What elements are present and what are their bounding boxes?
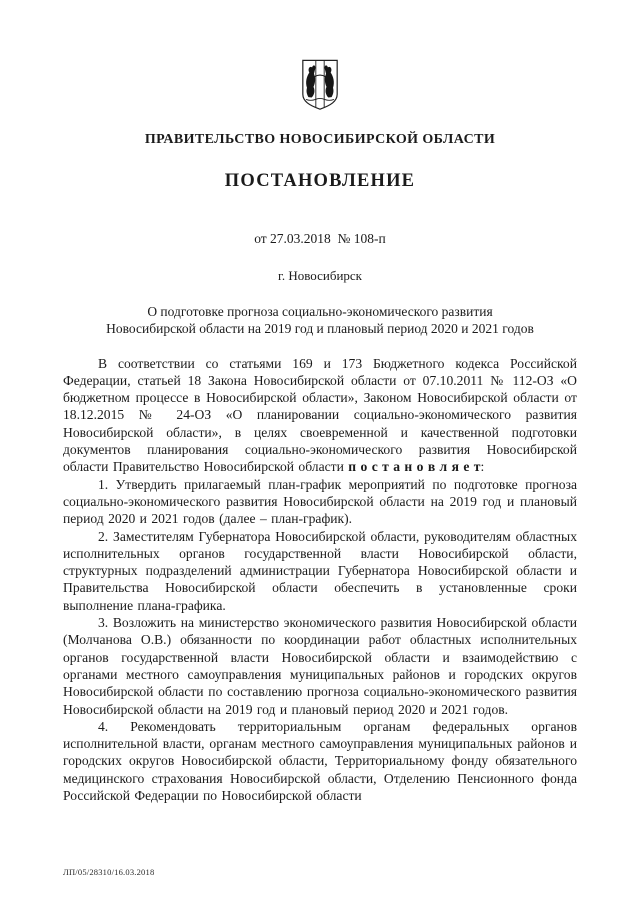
city: г. Новосибирск xyxy=(277,268,362,283)
document-title-line1: О подготовке прогноза социально-экономического развития xyxy=(147,304,493,319)
intro-text: В соответствии со статьями 169 и 173 Бюджетного кодекса Российской Федерации, статьей 18 Закона Новосибирской области от 07.10.2011 № 112-ОЗ «О бюджетном процессе в Новосибирской области», Законом Новосибирской области от 18.12.2015 № 24-ОЗ «О планировании социально-экономического развития Новосибирской области», в целях своевременной и качественной подготовки документов планирования социально-экономического развития Новосибирской области Правительство Новосибирской области xyxy=(63,355,577,475)
item-paragraph-2: 2. Заместителям Губернатора Новосибирской области, руководителям областных исполнительных органов государственной власти Новосибирской области, структурных подразделений администрации Губернатора Новосибирской области и Правительства Новосибирской области обеспечить в установленные сроки выполнение плана-графика. xyxy=(63,528,577,613)
document-title-line2: Новосибирской области на 2019 год и плановый период 2020 и 2021 годов xyxy=(106,321,534,337)
resolves-word: п о с т а н о в л я е т xyxy=(348,459,481,475)
intro-paragraph xyxy=(63,355,577,476)
issuing-authority: ПРАВИТЕЛЬСТВО НОВОСИБИРСКОЙ ОБЛАСТИ xyxy=(144,132,496,147)
document-type-heading: ПОСТАНОВЛЕНИЕ xyxy=(224,171,416,191)
item-paragraph-4: 4. Рекомендовать территориальным органам федеральных органов исполнительной власти, органам местного самоуправления муниципальных районов и городских округов Новосибирской области, Территориальному фонду обязательного медицинского страхования Новосибирской области, Отделению Пенсионного фонда Российской Федерации по Новосибирской области xyxy=(63,718,577,804)
item-paragraph-3: 3. Возложить на министерство экономического развития Новосибирской области (Молчанова О.В.) обязанности по координации работ областных исполнительных органов государственной власти Новосибирской области и взаимодействию с органами местного самоуправления муниципальных районов и городских округов Новосибирской области по составлению прогноза социально-экономического развития Новосибирской области на 2019 год и плановый период 2020 и 2021 годов. xyxy=(63,615,577,717)
novosibirsk-oblast-coat-of-arms-icon xyxy=(300,59,340,111)
document-title xyxy=(0,303,640,338)
document-body xyxy=(63,355,577,805)
resolves-colon: : xyxy=(480,459,485,475)
emblem-container xyxy=(0,0,640,111)
item-paragraph-1: 1. Утвердить прилагаемый план-график мероприятий по подготовке прогноза социально-экономического развития Новосибирской области на 2019 год и плановый период 2020 и 2021 годов (далее – план-график). xyxy=(63,476,577,527)
date-and-number: от 27.03.2018 № 108-п xyxy=(254,231,386,246)
registration-code: ЛП/05/28310/16.03.2018 xyxy=(63,867,155,877)
